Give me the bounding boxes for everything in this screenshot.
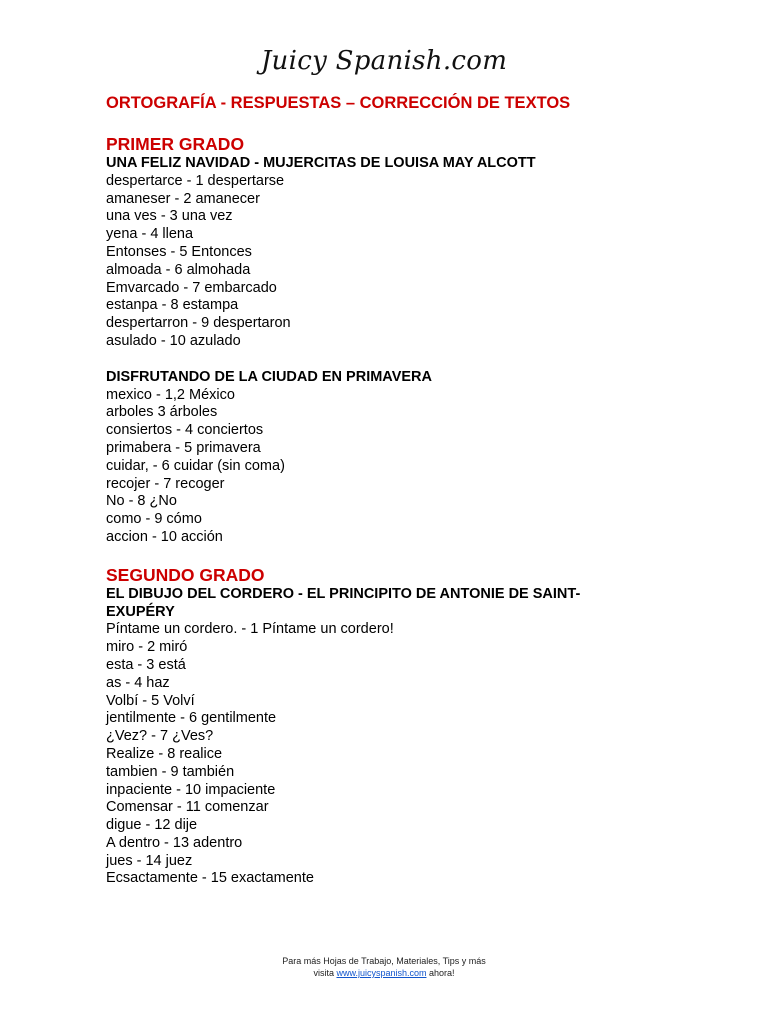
answer-item: jentilmente - 6 gentilmente bbox=[106, 710, 277, 727]
answer-item: despertarron - 9 despertaron bbox=[106, 315, 291, 332]
section-title-el-dibujo-del-cordero bbox=[106, 586, 626, 622]
answer-item: A dentro - 13 adentro bbox=[106, 834, 243, 851]
answer-list-disfrutando-de-la-ciudad bbox=[106, 387, 626, 547]
answer-item: tambien - 9 también bbox=[106, 763, 235, 780]
footer-line-2 bbox=[0, 967, 768, 979]
footer-now-text: ahora! bbox=[426, 968, 455, 978]
section-title-una-feliz-navidad: UNA FELIZ NAVIDAD - MUJERCITAS DE LOUISA MAY ALCOTT bbox=[106, 155, 536, 171]
answer-item: jues - 14 juez bbox=[106, 852, 193, 869]
site-logo: Juicy Spanish.com bbox=[260, 46, 508, 76]
page-footer bbox=[0, 955, 768, 979]
answer-item: esta - 3 está bbox=[106, 656, 186, 673]
answer-item: digue - 12 dije bbox=[106, 817, 198, 834]
answer-item: Emvarcado - 7 embarcado bbox=[106, 279, 277, 296]
answer-item: Entonses - 5 Entonces bbox=[106, 243, 252, 260]
answer-item: estanpa - 8 estampa bbox=[106, 297, 239, 314]
answer-item: arboles 3 árboles bbox=[106, 404, 218, 421]
website-link[interactable]: www.juicyspanish.com bbox=[336, 968, 427, 978]
answer-item: Volbí - 5 Volví bbox=[106, 692, 195, 709]
answer-item: inpaciente - 10 impaciente bbox=[106, 781, 276, 798]
answer-item: almoada - 6 almohada bbox=[106, 261, 251, 278]
answer-item: como - 9 cómo bbox=[106, 511, 202, 528]
answer-list-el-dibujo-del-cordero bbox=[106, 621, 626, 888]
answer-item: mexico - 1,2 México bbox=[106, 386, 235, 403]
document-title: ORTOGRAFÍA - RESPUESTAS – CORRECCIÓN DE TEXTOS bbox=[106, 94, 571, 112]
answer-item: despertarce - 1 despertarse bbox=[106, 172, 285, 189]
section-title-line-2: EXUPÉRY bbox=[106, 603, 175, 620]
answer-item: cuidar, - 6 cuidar (sin coma) bbox=[106, 457, 285, 474]
footer-visit-text: visita bbox=[313, 968, 337, 978]
answer-item: Realize - 8 realice bbox=[106, 745, 223, 762]
document-content bbox=[106, 92, 626, 888]
section-title-disfrutando-de-la-ciudad: DISFRUTANDO DE LA CIUDAD EN PRIMAVERA bbox=[106, 368, 432, 385]
answer-item: una ves - 3 una vez bbox=[106, 208, 233, 225]
section-title-line-1: EL DIBUJO DEL CORDERO - EL PRINCIPITO DE ANTONIE DE SAINT- bbox=[106, 585, 581, 602]
answer-item: accion - 10 acción bbox=[106, 528, 223, 545]
answer-item: recojer - 7 recoger bbox=[106, 475, 225, 492]
answer-list-una-feliz-navidad bbox=[106, 173, 626, 351]
answer-item: primabera - 5 primavera bbox=[106, 439, 261, 456]
answer-item: miro - 2 miró bbox=[106, 639, 188, 656]
answer-item: yena - 4 llena bbox=[106, 226, 194, 243]
answer-item: ¿Vez? - 7 ¿Ves? bbox=[106, 728, 214, 745]
answer-item: Píntame un cordero. - 1 Píntame un cordero! bbox=[106, 621, 394, 638]
answer-item: consiertos - 4 conciertos bbox=[106, 422, 264, 439]
answer-item: asulado - 10 azulado bbox=[106, 332, 241, 349]
answer-item: No - 8 ¿No bbox=[106, 493, 177, 510]
answer-item: Comensar - 11 comenzar bbox=[106, 799, 269, 816]
footer-line-1: Para más Hojas de Trabajo, Materiales, Tips y más bbox=[282, 956, 486, 966]
answer-item: Ecsactamente - 15 exactamente bbox=[106, 870, 314, 887]
grade-heading-primer-grado: PRIMER GRADO bbox=[106, 134, 245, 154]
answer-item: amaneser - 2 amanecer bbox=[106, 190, 260, 207]
answer-item: as - 4 haz bbox=[106, 674, 170, 691]
grade-heading-segundo-grado: SEGUNDO GRADO bbox=[106, 564, 265, 585]
